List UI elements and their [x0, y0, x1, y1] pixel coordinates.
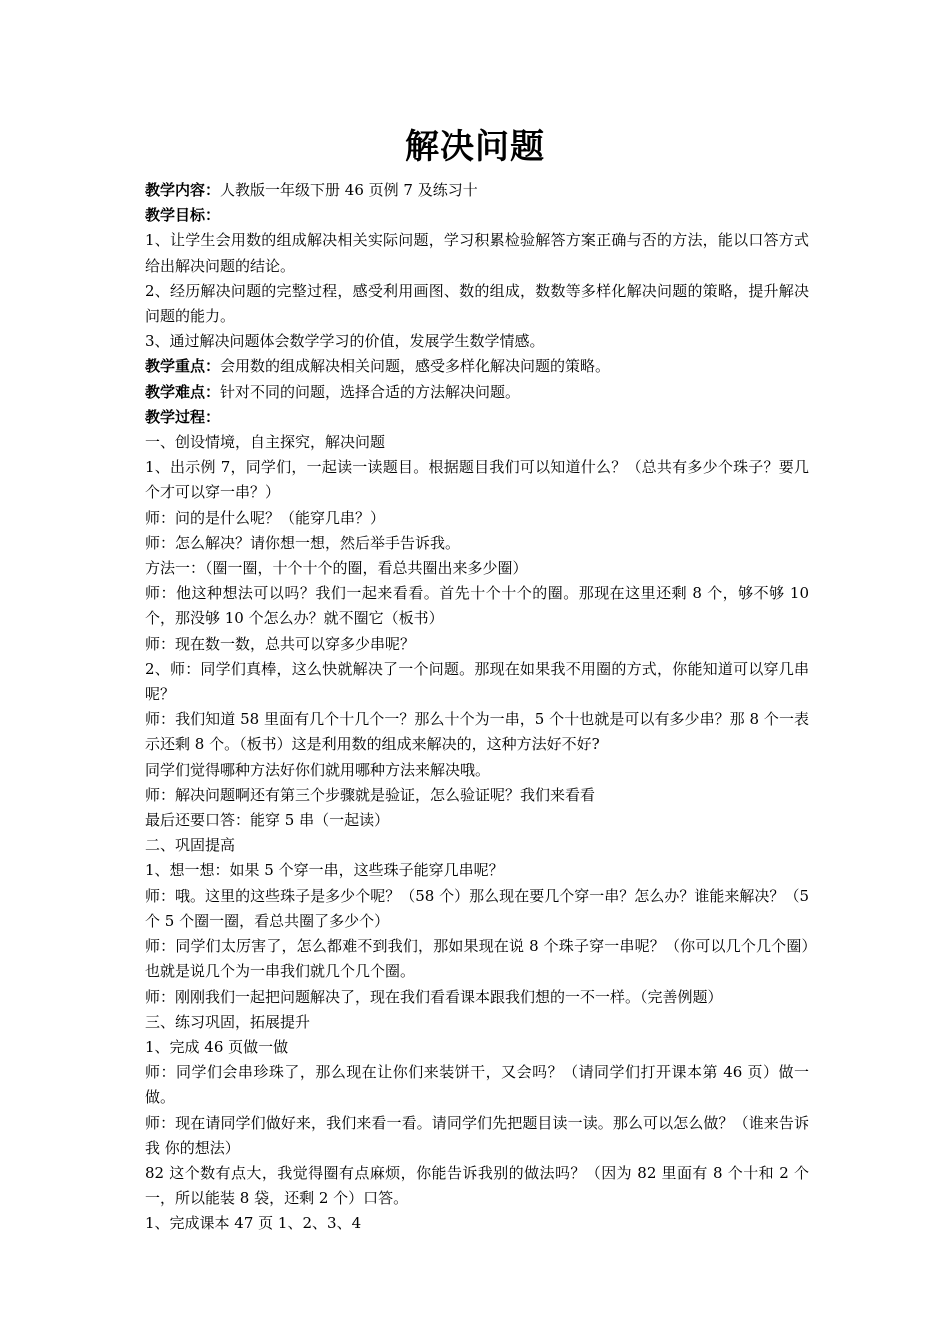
process-paragraph: 三、练习巩固，拓展提升: [145, 1012, 311, 1031]
key-point-line: [145, 354, 809, 379]
process-paragraph: 师：现在数一数，总共可以穿多少串呢？: [145, 634, 416, 653]
process-paragraph: 一、创设情境，自主探究，解决问题: [145, 433, 386, 452]
difficulty-text: 针对不同的问题，选择合适的方法解决问题。: [220, 382, 521, 401]
process-paragraph: 师：同学们太厉害了，怎么都难不到我们，那如果现在说 8 个珠子穿一串呢？（你可以几个几个圈）也就是说几个为一串我们就几个几个圈。: [145, 937, 809, 981]
goal-item: 3、通过解决问题体会数学学习的价值，发展学生数学情感。: [145, 332, 545, 351]
process-paragraph: 二、巩固提高: [145, 836, 236, 855]
process-paragraph: 方法一：（圈一圈，十个十个的圈，看总共圈出来多少圈）: [145, 559, 528, 578]
teaching-content-label: 教学内容：: [145, 181, 221, 199]
key-point-label: 教学重点：: [145, 357, 221, 376]
process-paragraph: 1、完成课本 47 页 1、2、3、4: [145, 1214, 362, 1233]
process-paragraph: 最后还要口答：能穿 5 串（一起读）: [145, 811, 390, 830]
process-paragraph: 1、出示例 7，同学们，一起读一读题目。根据题目我们可以知道什么？（总共有多少个珠子？要几个才可以穿一串？）: [145, 458, 809, 502]
process-line: [145, 405, 809, 430]
process-paragraph: 师：问的是什么呢？（能穿几串？）: [145, 508, 386, 527]
document-body: [145, 178, 809, 1237]
process-paragraph: 师：他这种想法可以吗？我们一起来看看。首先十个十个的圈。那现在这里还剩 8 个，够不够 10 个，那没够 10 个怎么办？就不圈它（板书）: [145, 584, 809, 628]
process-paragraph: 1、完成 46 页做一做: [145, 1037, 289, 1056]
process-paragraph: 师：刚刚我们一起把问题解决了，现在我们看看课本跟我们想的一不一样。（完善例题）: [145, 987, 723, 1006]
document-title: 解决问题: [405, 127, 545, 167]
process-paragraph: 同学们觉得哪种方法好你们就用哪种方法来解决哦。: [145, 760, 491, 779]
process-paragraph: 师：解决问题啊还有第三个步骤就是验证，怎么验证呢？我们来看看: [145, 785, 596, 804]
process-paragraph: 82 这个数有点大，我觉得圈有点麻烦，你能告诉我别的做法吗？（因为 82 里面有 8 个十和 2 个一，所以能装 8 袋，还剩 2 个）口答。: [145, 1163, 809, 1208]
key-point-text: 会用数的组成解决相关问题，感受多样化解决问题的策略。: [220, 357, 611, 376]
process-section: [145, 430, 809, 1237]
process-label: 教学过程：: [145, 407, 221, 426]
goal-item: 2、经历解决问题的完整过程，感受利用画图、数的组成，数数等多样化解决问题的策略，提升解决问题的能力。: [145, 281, 809, 326]
difficulty-label: 教学难点：: [145, 382, 221, 401]
process-paragraph: 师：哦。这里的这些珠子是多少个呢？（58 个）那么现在要几个穿一串？怎么办？谁能来解决？（5 个 5 个圈一圈，看总共圈了多少个）: [145, 886, 809, 930]
process-paragraph: 师：我们知道 58 里面有几个十几个一？那么十个为一串，5 个十也就是可以有多少串？那 8 个一表示还剩 8 个。（板书）这是利用数的组成来解决的，这种方法好不好?: [145, 710, 809, 754]
process-paragraph: 师：现在请同学们做好来，我们来看一看。请同学们先把题目读一读。那么可以怎么做？（谁来告诉我 你的想法）: [145, 1113, 809, 1157]
process-paragraph: 师：同学们会串珍珠了，那么现在让你们来装饼干，又会吗？（请同学们打开课本第 46 页）做一做。: [145, 1063, 809, 1107]
teaching-content-line: [145, 178, 809, 203]
teaching-goals-line: [145, 203, 809, 228]
teaching-goals-label: 教学目标：: [145, 206, 221, 225]
process-paragraph: 师：怎么解决？请你想一想，然后举手告诉我。: [145, 533, 461, 552]
goal-item: 1、让学生会用数的组成解决相关实际问题，学习积累检验解答方案正确与否的方法，能以口答方式给出解决问题的结论。: [145, 231, 809, 275]
process-paragraph: 1、想一想：如果 5 个穿一串，这些珠子能穿几串呢？: [145, 861, 504, 880]
teaching-content-text: 人教版一年级下册 46 页例 7 及练习十: [220, 181, 478, 199]
process-paragraph: 2、师：同学们真棒，这么快就解决了一个问题。那现在如果我不用圈的方式，你能知道可以穿几串呢？: [145, 659, 809, 704]
difficulty-line: [145, 380, 809, 405]
